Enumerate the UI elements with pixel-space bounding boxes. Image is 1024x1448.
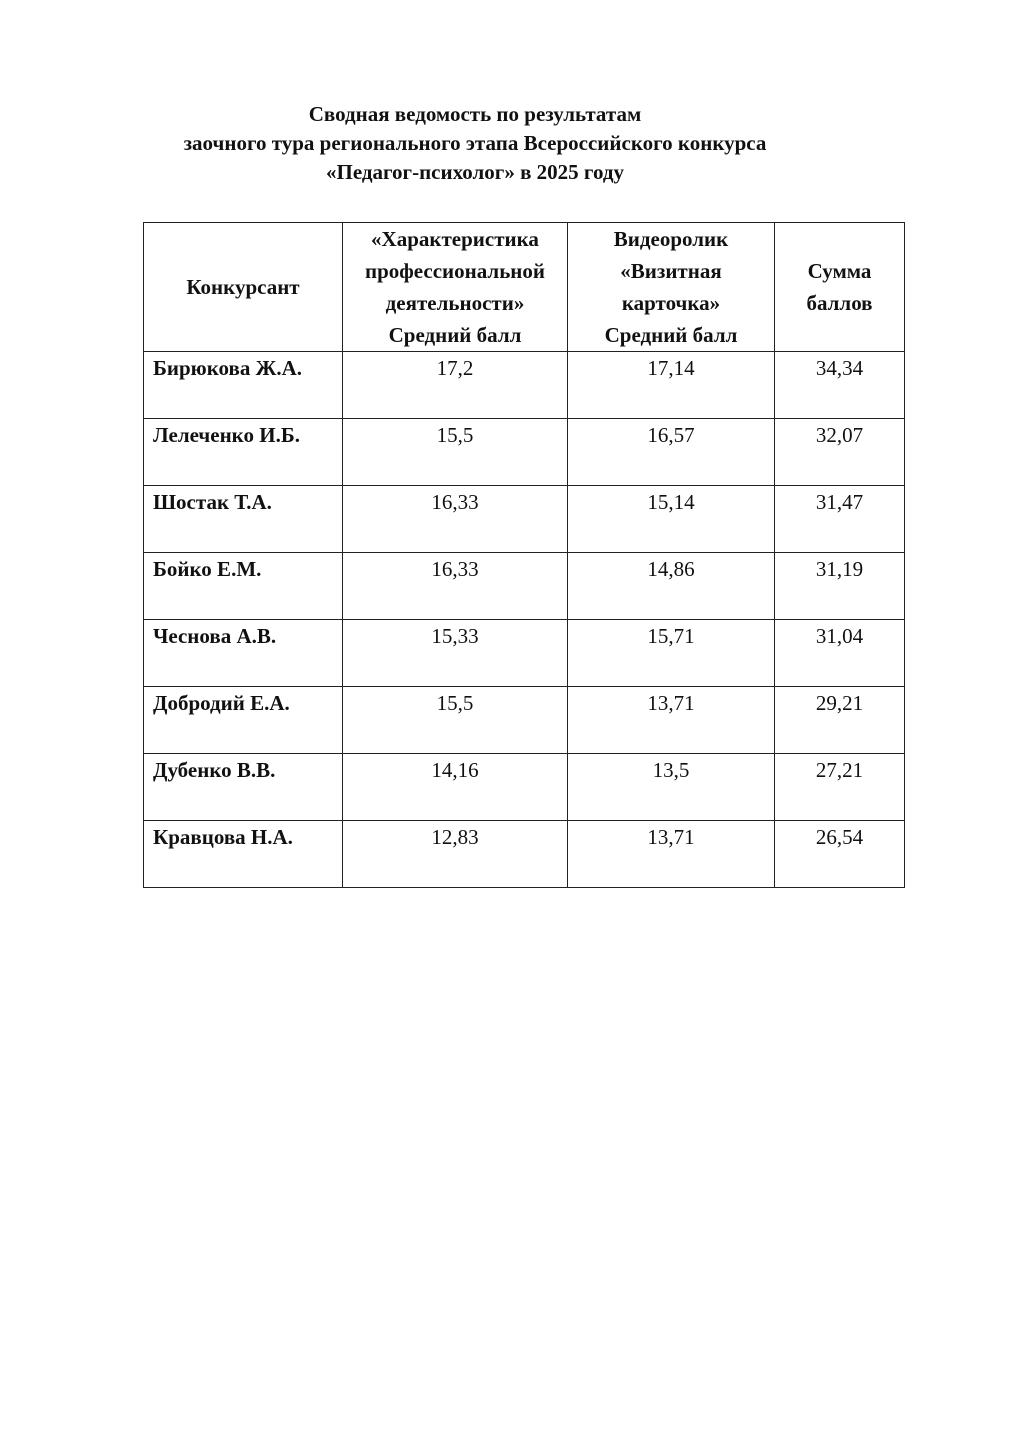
total-score: 31,19: [775, 553, 905, 620]
participant-name: Дубенко В.В.: [144, 754, 343, 821]
characteristic-score: 15,5: [343, 419, 568, 486]
characteristic-score: 15,33: [343, 620, 568, 687]
video-score: 17,14: [568, 352, 775, 419]
table-row: [144, 821, 905, 888]
table-row: [144, 486, 905, 553]
characteristic-score: 16,33: [343, 486, 568, 553]
header-total: Сумма баллов: [775, 223, 905, 352]
total-score: 31,47: [775, 486, 905, 553]
total-score: 31,04: [775, 620, 905, 687]
header-participant: Конкурсант: [144, 223, 343, 352]
video-score: 15,14: [568, 486, 775, 553]
title-line-2: заочного тура регионального этапа Всероссийского конкурса: [183, 131, 767, 155]
video-score: 13,71: [568, 821, 775, 888]
table-row: [144, 352, 905, 419]
video-score: 15,71: [568, 620, 775, 687]
participant-name: Кравцова Н.А.: [144, 821, 343, 888]
document-title: [0, 100, 950, 187]
total-score: 29,21: [775, 687, 905, 754]
title-line-1: Сводная ведомость по результатам: [308, 102, 642, 126]
video-score: 16,57: [568, 419, 775, 486]
characteristic-score: 16,33: [343, 553, 568, 620]
total-score: 34,34: [775, 352, 905, 419]
participant-name: Добродий Е.А.: [144, 687, 343, 754]
table-row: [144, 620, 905, 687]
participant-name: Бирюкова Ж.А.: [144, 352, 343, 419]
characteristic-score: 14,16: [343, 754, 568, 821]
participant-name: Бойко Е.М.: [144, 553, 343, 620]
total-score: 26,54: [775, 821, 905, 888]
table-row: [144, 419, 905, 486]
video-score: 13,71: [568, 687, 775, 754]
total-score: 32,07: [775, 419, 905, 486]
participant-name: Чеснова А.В.: [144, 620, 343, 687]
header-video: Видеоролик «Визитная карточка» Средний балл: [568, 223, 775, 352]
title-line-3: «Педагог-психолог» в 2025 году: [326, 160, 624, 184]
participant-name: Шостак Т.А.: [144, 486, 343, 553]
characteristic-score: 12,83: [343, 821, 568, 888]
participant-name: Лелеченко И.Б.: [144, 419, 343, 486]
characteristic-score: 17,2: [343, 352, 568, 419]
table-row: [144, 687, 905, 754]
table-row: [144, 754, 905, 821]
video-score: 14,86: [568, 553, 775, 620]
header-characteristic: «Характеристика профессиональной деятельности» Средний балл: [343, 223, 568, 352]
results-table: [143, 222, 905, 888]
video-score: 13,5: [568, 754, 775, 821]
characteristic-score: 15,5: [343, 687, 568, 754]
table-header-row: [144, 223, 905, 352]
table-row: [144, 553, 905, 620]
total-score: 27,21: [775, 754, 905, 821]
